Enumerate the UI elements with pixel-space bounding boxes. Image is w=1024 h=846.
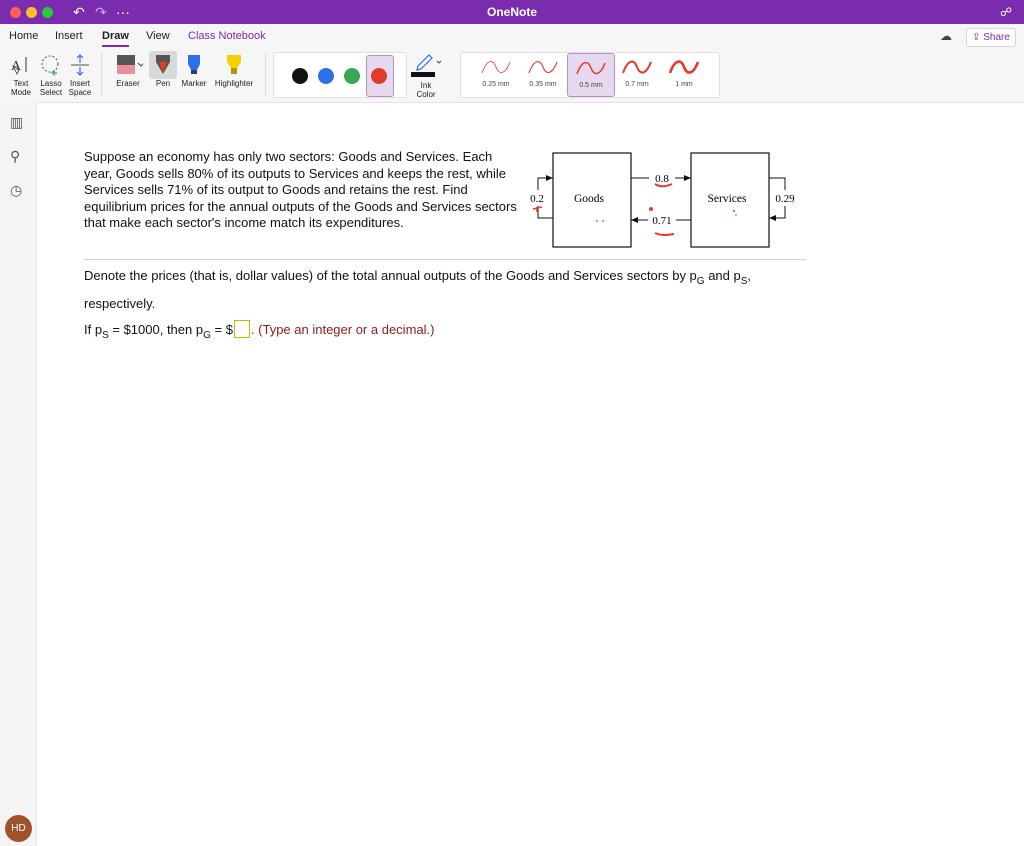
share-icon: ⇪ (972, 32, 984, 43)
navigation-rail (0, 102, 37, 846)
problem-text: Suppose an economy has only two sectors: Goods and Services. Each year, Goods sells 80% of its outputs to Services and keeps the rest, while Services sells 71% of its output to Goods and retains the rest. Find equilibrium prices for the annual outputs of the Goods and Services sectors that make each sector's income match its expenditures. (84, 149, 517, 231)
ink-underline-071[interactable] (655, 233, 674, 235)
arrowhead (769, 215, 776, 221)
ink-color-icon (409, 52, 443, 78)
section-divider (84, 259, 806, 260)
thickness-option[interactable]: 0.25 mm (473, 53, 519, 95)
services-to-goods-value: 0.71 (652, 215, 672, 227)
share-button[interactable]: ⇪ Share (966, 28, 1016, 47)
ink-dot[interactable] (649, 207, 653, 211)
ink-dot[interactable] (733, 210, 735, 212)
goods-to-services-value: 0.8 (655, 173, 669, 185)
highlighter-icon (223, 54, 245, 76)
undo-icon[interactable]: ↶ (73, 4, 85, 20)
redo-icon[interactable]: ↷ (95, 4, 107, 20)
lasso-select-button[interactable]: Lasso Select (36, 54, 66, 97)
tab-draw[interactable]: Draw (102, 30, 129, 42)
goods-label: Goods (573, 193, 605, 205)
account-icon[interactable]: ☍ (1000, 5, 1013, 19)
more-icon[interactable]: ··· (116, 4, 130, 20)
ink-dot[interactable] (596, 220, 598, 222)
marker-icon (183, 54, 205, 76)
insert-space-button[interactable]: Insert Space (65, 54, 95, 97)
color-swatch-green[interactable] (344, 68, 360, 84)
ribbon-divider (101, 52, 102, 96)
ink-mark-02[interactable] (533, 207, 542, 212)
thickness-option-selected[interactable]: 0.5 mm (567, 53, 615, 97)
question-prompt: If $p_S$ = $1000, then $p_G$ = $ . (Type an integer or a decimal.) (84, 322, 435, 341)
app-title: OneNote (486, 5, 537, 19)
ink-dot[interactable] (735, 214, 737, 216)
arrowhead (546, 175, 553, 181)
arrowhead (684, 175, 691, 181)
thickness-option[interactable]: 0.35 mm (520, 53, 566, 95)
svg-text:A: A (11, 59, 22, 74)
pen-thickness-gallery (460, 52, 720, 98)
marker-button[interactable]: Marker (179, 54, 209, 88)
services-self-value: 0.29 (775, 193, 795, 205)
stroke-preview-icon (620, 57, 654, 79)
pen-button[interactable]: Pen (149, 54, 177, 88)
question-intro: Denote the prices (that is, dollar values) of the total annual outputs of the Goods and Services sectors by $p_G$ and $p_S$, respectively. (84, 268, 752, 311)
color-swatch-red[interactable] (371, 68, 387, 84)
services-label: Services (707, 193, 747, 205)
sync-status-icon[interactable]: ☁ (940, 29, 952, 43)
answer-input[interactable] (234, 320, 250, 338)
avatar[interactable]: HD (5, 815, 32, 842)
search-icon[interactable]: ⚲ (10, 148, 21, 164)
lasso-icon (40, 54, 62, 76)
insert-space-icon (69, 54, 91, 76)
text-mode-button[interactable]: A Text Mode (6, 54, 36, 97)
highlighter-button[interactable]: Highlighter (211, 54, 257, 88)
stroke-preview-icon (526, 57, 560, 79)
notebooks-icon[interactable]: ▥ (10, 114, 24, 130)
thickness-option[interactable]: 0.7 mm (614, 53, 660, 95)
draw-ribbon (0, 48, 1024, 103)
answer-hint: . (Type an integer or a decimal.) (250, 322, 435, 337)
tab-home[interactable]: Home (9, 30, 39, 42)
stroke-preview-icon (479, 57, 513, 79)
recent-icon[interactable]: ◷ (10, 182, 23, 198)
goods-self-value: 0.2 (530, 193, 544, 205)
ink-color-palette (273, 52, 407, 98)
tab-view[interactable]: View (146, 30, 170, 42)
color-swatch-blue[interactable] (318, 68, 334, 84)
tab-class-notebook[interactable]: Class Notebook (188, 30, 266, 42)
stroke-preview-icon (667, 57, 701, 79)
ink-color-button[interactable]: Ink Color (408, 52, 444, 99)
stroke-preview-icon (574, 58, 608, 80)
ribbon-divider (265, 52, 266, 96)
text-mode-icon (10, 54, 32, 76)
tab-insert[interactable]: Insert (55, 30, 83, 42)
eraser-button[interactable]: Eraser (110, 54, 146, 88)
sector-flow-diagram (525, 148, 805, 250)
menu-bar (0, 24, 1024, 48)
eraser-icon (113, 54, 143, 76)
ink-dot[interactable] (602, 220, 604, 222)
color-swatch-black[interactable] (292, 68, 308, 84)
title-bar (0, 0, 1024, 24)
pen-icon (152, 54, 174, 76)
arrowhead (631, 217, 638, 223)
thickness-option[interactable]: 1 mm (661, 53, 707, 95)
